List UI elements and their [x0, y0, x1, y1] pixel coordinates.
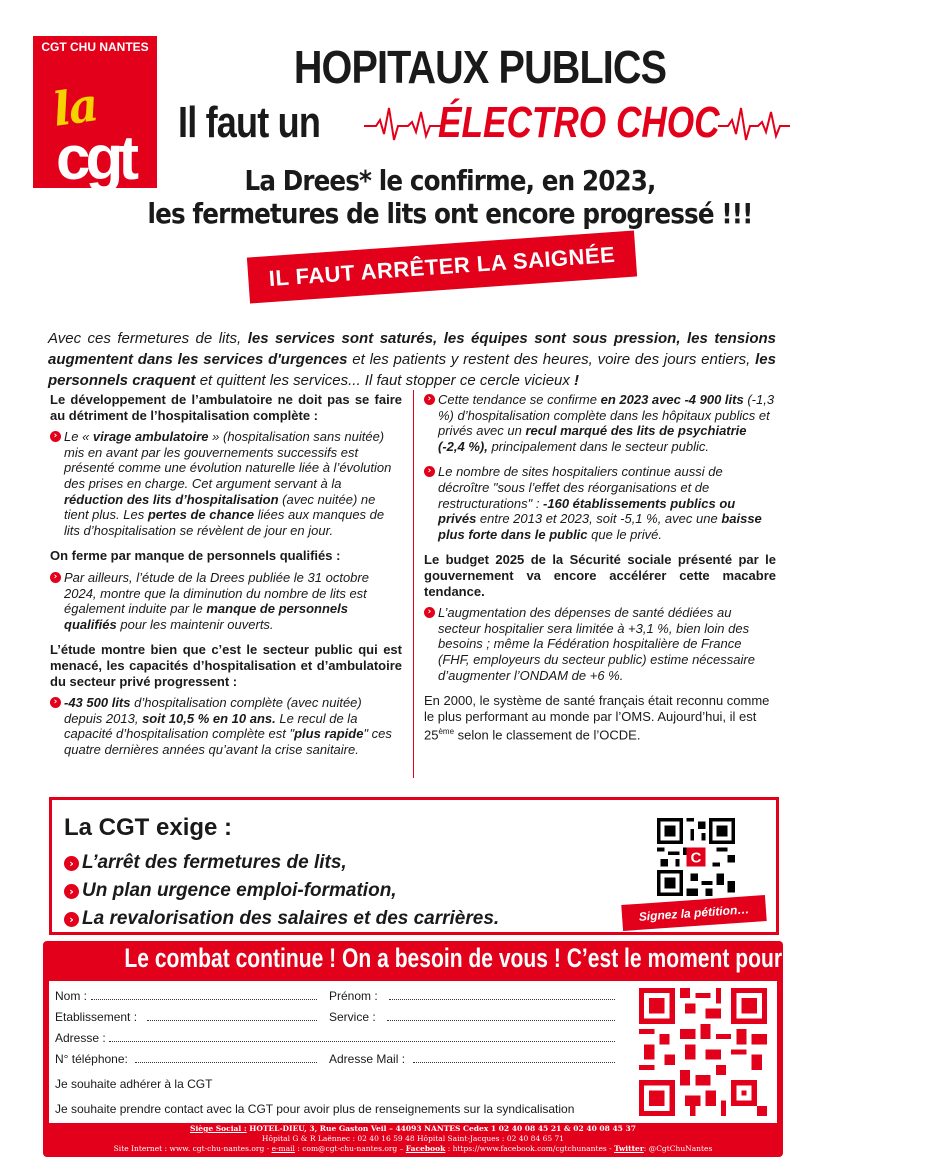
- demands-box: [49, 797, 779, 935]
- petition-button[interactable]: Signez la pétition…: [621, 895, 766, 931]
- twitter-link[interactable]: : @CgtChuNantes: [643, 1144, 713, 1153]
- demand-text: L’arrêt des fermetures de lits,: [82, 852, 347, 873]
- bullet-emphasis: baisse plus forte dans le public: [438, 511, 762, 542]
- bullet-text: Le nombre de sites hospitaliers continue aussi de décroître "sous l’effet des réorganisations et de restructurations" :: [438, 464, 723, 511]
- cgt-logo: [33, 36, 157, 193]
- chevron-right-icon: ›: [50, 697, 61, 708]
- chevron-right-icon: ›: [64, 912, 79, 927]
- telephone-field[interactable]: [135, 1062, 317, 1063]
- mail-label: Adresse Mail :: [329, 1052, 406, 1066]
- heartbeat-line-icon: [364, 98, 444, 148]
- section-heading: On ferme par manque de personnels qualifiés :: [50, 548, 341, 564]
- bullet-emphasis: pertes de chance: [147, 507, 255, 523]
- right-column: [424, 392, 776, 751]
- paragraph-text: selon le classement de l’OCDE.: [454, 727, 641, 743]
- bullet-text: » (hospitalisation sans nuitée) mis en avant par les gouvernements successifs est présenté comme une évolution naturelle liée à l’évolution des prises en charge. Cet argument servant à la: [64, 429, 392, 491]
- bullet-text: Le recul de la capacité d’hospitalisation complète est ": [64, 710, 358, 742]
- prenom-field[interactable]: [389, 999, 615, 1000]
- subtitle-line1: La Drees* le confirme, en 2023,: [244, 164, 656, 197]
- intro-text: et quittent les services... Il faut stopper ce cercle vicieux: [195, 372, 570, 389]
- qr-code-icon[interactable]: [639, 987, 767, 1117]
- intro-emphasis: les personnels craquent: [48, 351, 776, 389]
- title-line2: [178, 98, 790, 154]
- etablissement-field[interactable]: [147, 1020, 317, 1021]
- footer-hopitaux: Hôpital G & R Laënnec : 02 40 16 59 48 Hôpital Saint-Jacques : 02 40 84 65 71: [261, 1134, 565, 1143]
- logo-la: la: [49, 77, 100, 137]
- intro-text: Avec ces fermetures de lits,: [48, 330, 248, 347]
- bullet-item: [424, 464, 776, 542]
- paragraph-text: En 2000, le système de santé français était reconnu comme le plus performant au monde par l’OMS. Aujourd’hui, il est 25: [424, 693, 770, 743]
- bullet-text: Cette tendance se confirme: [438, 392, 601, 407]
- intro-text: et les patients y restent des heures, voire des jours entiers,: [347, 351, 756, 368]
- superscript: ème: [438, 727, 455, 737]
- demand-item: [64, 852, 347, 874]
- telephone-label: N° téléphone:: [55, 1052, 128, 1066]
- service-label: Service :: [329, 1010, 376, 1024]
- bullet-text: " ces quatre dernières années qu’avant la crise sanitaire.: [64, 726, 392, 757]
- intro-emphasis: les services sont saturés, les équipes sont sous pression, les tensions augmentent dans les services d'urgences: [48, 330, 776, 368]
- service-field[interactable]: [387, 1020, 615, 1021]
- prenom-label: Prénom :: [329, 989, 378, 1003]
- bullet-emphasis: soit 10,5 % en 10 ans.: [142, 710, 276, 726]
- bullet-text: (avec nuitée) ne tient plus. Les: [64, 491, 376, 523]
- mail-field[interactable]: [413, 1062, 615, 1063]
- demand-text: Un plan urgence emploi-formation,: [82, 880, 397, 901]
- website-link[interactable]: Site Internet : www. cgt-chu-nantes.org: [113, 1144, 265, 1153]
- bullet-emphasis: réduction des lits d’hospitalisation: [64, 491, 279, 507]
- bullet-text: pour les maintenir ouverts.: [116, 616, 274, 632]
- demand-item: [64, 880, 397, 902]
- siege-text: HOTEL-DIEU, 3, Rue Gaston Veil – 44093 NANTES Cedex 1 02 40 08 45 21 & 02 40 08 45 37: [246, 1124, 636, 1133]
- left-column: [50, 392, 402, 767]
- bullet-text: Par ailleurs, l’étude de la Drees publiée le 31 octobre 2024, montre que la diminution du nombre de lits est également induite par le: [64, 569, 369, 617]
- bullet-text: que le privé.: [587, 526, 662, 542]
- bullet-emphasis: en 2023 avec -4 900 lits: [600, 392, 744, 407]
- bullet-text: Le «: [64, 429, 93, 445]
- chevron-right-icon: ›: [50, 572, 61, 583]
- chevron-right-icon: ›: [424, 607, 435, 618]
- bullet-text: d’hospitalisation complète (avec nuitée) depuis 2013,: [64, 695, 362, 726]
- bullet-item: [424, 392, 776, 454]
- banner-text: IL FAUT ARRÊTER LA SAIGNÉE: [267, 241, 616, 292]
- bullet-emphasis: virage ambulatoire: [92, 429, 209, 445]
- bullet-item: [50, 695, 402, 757]
- column-divider: [413, 390, 414, 778]
- siege-label: Siège Social :: [190, 1124, 247, 1133]
- etablissement-label: Etablissement :: [55, 1010, 138, 1024]
- nom-label: Nom :: [55, 989, 88, 1003]
- bullet-text: liées aux manques de lits d’hospitalisation se révèlent de jour en jour.: [64, 507, 385, 538]
- facebook-link[interactable]: : https://www.facebook.com/cgtchunantes -: [445, 1144, 615, 1153]
- chevron-right-icon: ›: [50, 431, 61, 442]
- chevron-right-icon: ›: [424, 394, 435, 405]
- bullet-emphasis: manque de personnels qualifiés: [64, 601, 348, 632]
- bullet-emphasis: -43 500 lits: [64, 695, 131, 711]
- subtitle-line2: les fermetures de lits ont encore progressé !!!: [147, 197, 753, 230]
- logo-org: CGT CHU NANTES: [41, 40, 149, 54]
- bullet-emphasis: recul marqué des lits de psychiatrie (-2,4 %),: [438, 423, 747, 454]
- logo-cgt: cgt: [56, 124, 134, 193]
- warning-banner: [247, 231, 637, 304]
- bullet-item: [50, 570, 402, 632]
- adresse-field[interactable]: [109, 1041, 615, 1042]
- heartbeat-line-icon: [718, 98, 790, 148]
- bullet-text: (-1,3 %) d’hospitalisation complète dans les hôpitaux publics et privés avec un: [438, 392, 775, 439]
- nom-field[interactable]: [91, 999, 317, 1000]
- twitter-label: Twitter: [614, 1144, 644, 1153]
- bullet-text: principalement dans le secteur public.: [487, 438, 709, 454]
- intro-end: !: [569, 372, 580, 389]
- demands-title: La CGT exige :: [64, 814, 233, 841]
- adresse-label: Adresse :: [55, 1031, 106, 1045]
- main-title: HOPITAUX PUBLICS: [293, 41, 667, 93]
- contact-option[interactable]: Je souhaite prendre contact avec la CGT pour avoir plus de renseignements sur la syndicalisation: [55, 1102, 575, 1116]
- email-label: e-mail: [271, 1144, 295, 1153]
- title-prefix: Il faut un: [178, 98, 321, 147]
- section-heading: Le développement de l’ambulatoire ne doit pas se faire au détriment de l’hospitalisation complète :: [50, 392, 402, 423]
- footer-contacts: Site Internet : www. cgt-chu-nantes.org - e-mail : com@cgt-chu-nantes.org – Facebook : https://www.facebook.com/cgtchunantes - Twitter: @CgtChuNantes: [113, 1144, 713, 1153]
- demand-item: [64, 908, 499, 930]
- bullet-text: L’augmentation des dépenses de santé dédiées au secteur hospitalier sera limitée à +3,1 %, bien loin des besoins ; même la Fédération hospitalière de France (FHF, employeurs du secteur public) estime nécessaire d’augmenter l’ONDAM de +6 %.: [438, 605, 755, 683]
- chevron-right-icon: ›: [64, 884, 79, 899]
- chevron-right-icon: ›: [64, 856, 79, 871]
- intro-paragraph: [48, 328, 776, 391]
- bullet-emphasis: plus rapide: [294, 726, 364, 742]
- bullet-text: entre 2013 et 2023, soit -5,1 %, avec une: [476, 511, 722, 527]
- title-emphasis: ÉLECTRO CHOC: [438, 98, 720, 147]
- bullet-item: [50, 429, 402, 538]
- bullet-item: [424, 605, 776, 683]
- form-body: [49, 981, 777, 1123]
- demand-text: La revalorisation des salaires et des carrières.: [82, 908, 500, 929]
- qr-code-icon[interactable]: [656, 818, 736, 896]
- adherer-option[interactable]: Je souhaite adhérer à la CGT: [55, 1077, 213, 1091]
- email-link[interactable]: : com@cgt-chu-nantes.org –: [294, 1144, 406, 1153]
- chevron-right-icon: ›: [424, 466, 435, 477]
- section-heading: Le budget 2025 de la Sécurité sociale présenté par le gouvernement va encore accélérer cette macabre tendance.: [424, 552, 776, 599]
- form-heading: Le combat continue ! On a besoin de vous ! C’est le moment pour se syndiquer !: [124, 943, 931, 973]
- facebook-label: Facebook: [405, 1144, 446, 1153]
- membership-form: [43, 941, 931, 1157]
- footer-siege: [43, 1124, 783, 1133]
- qr-badge: C: [690, 850, 702, 867]
- section-heading: L’étude montre bien que c’est le secteur public qui est menacé, les capacités d’hospitalisation et d’ambulatoire du secteur privé progressent :: [50, 642, 402, 689]
- bullet-emphasis: -160 établissements publics ou privés: [438, 495, 736, 527]
- closing-paragraph: [424, 693, 776, 743]
